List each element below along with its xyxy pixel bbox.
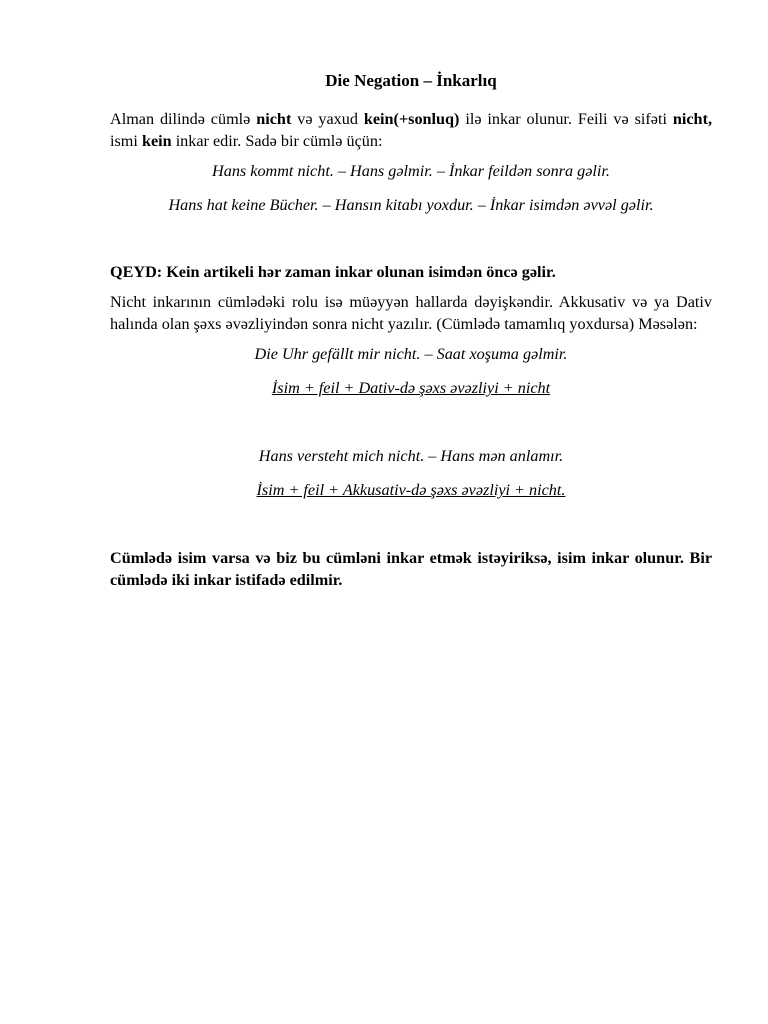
explanation-paragraph: Nicht inkarının cümlədəki rolu isə müəyyən hallarda dəyişkəndir. Akkusativ və ya Dativ halında olan şəxs əvəzliyindən sonra nicht yazılır. (Cümlədə tamamlıq yoxdursa) Məsələn:: [110, 293, 712, 333]
intro-text-4: ismi: [110, 132, 142, 150]
intro-paragraph: [110, 108, 712, 152]
conclusion-paragraph: Cümlədə isim varsa və biz bu cümləni inkar etmək istəyiriksə, isim inkar olunur. Bir cümlədə iki inkar istifadə edilmir.: [110, 549, 712, 589]
example-sentence-1: Hans kommt nicht. – Hans gəlmir. – İnkar feildən sonra gəlir.: [212, 162, 610, 180]
intro-text-1: Alman dilində cümlə: [110, 110, 257, 128]
document-page: [110, 70, 712, 599]
intro-bold-nicht-comma: nicht,: [672, 110, 713, 128]
intro-bold-kein: kein: [141, 132, 172, 150]
intro-text-3: ilə inkar olunur. Feili və sifəti: [459, 110, 673, 128]
intro-text-2: və yaxud: [291, 110, 364, 128]
formula-dativ: [110, 377, 712, 399]
formula-dativ-text: İsim + feil + Dativ-də şəxs əvəzliyi + nicht: [271, 379, 551, 397]
intro-bold-kein-sonluq: kein(+sonluq): [363, 110, 460, 128]
document-title: Die Negation – İnkarlıq: [325, 71, 497, 90]
formula-akkusativ-text: İsim + feil + Akkusativ-də şəxs əvəzliyi + nicht.: [256, 481, 566, 499]
spacer: [110, 411, 712, 445]
note-paragraph: QEYD: Kein artikeli hər zaman inkar olunan isimdən öncə gəlir.: [110, 263, 556, 281]
intro-bold-nicht: nicht: [256, 110, 292, 128]
example-sentence-4: Hans versteht mich nicht. – Hans mən anlamır.: [258, 447, 564, 465]
example-sentence-2: Hans hat keine Bücher. – Hansın kitabı yoxdur. – İnkar isimdən əvvəl gəlir.: [168, 196, 654, 214]
spacer: [110, 513, 712, 547]
intro-text-5: inkar edir. Sadə bir cümlə üçün:: [171, 132, 383, 150]
example-sentence-3: Die Uhr gefällt mir nicht. – Saat xoşuma gəlmir.: [254, 345, 568, 363]
formula-akkusativ: [110, 479, 712, 501]
spacer: [110, 228, 712, 261]
